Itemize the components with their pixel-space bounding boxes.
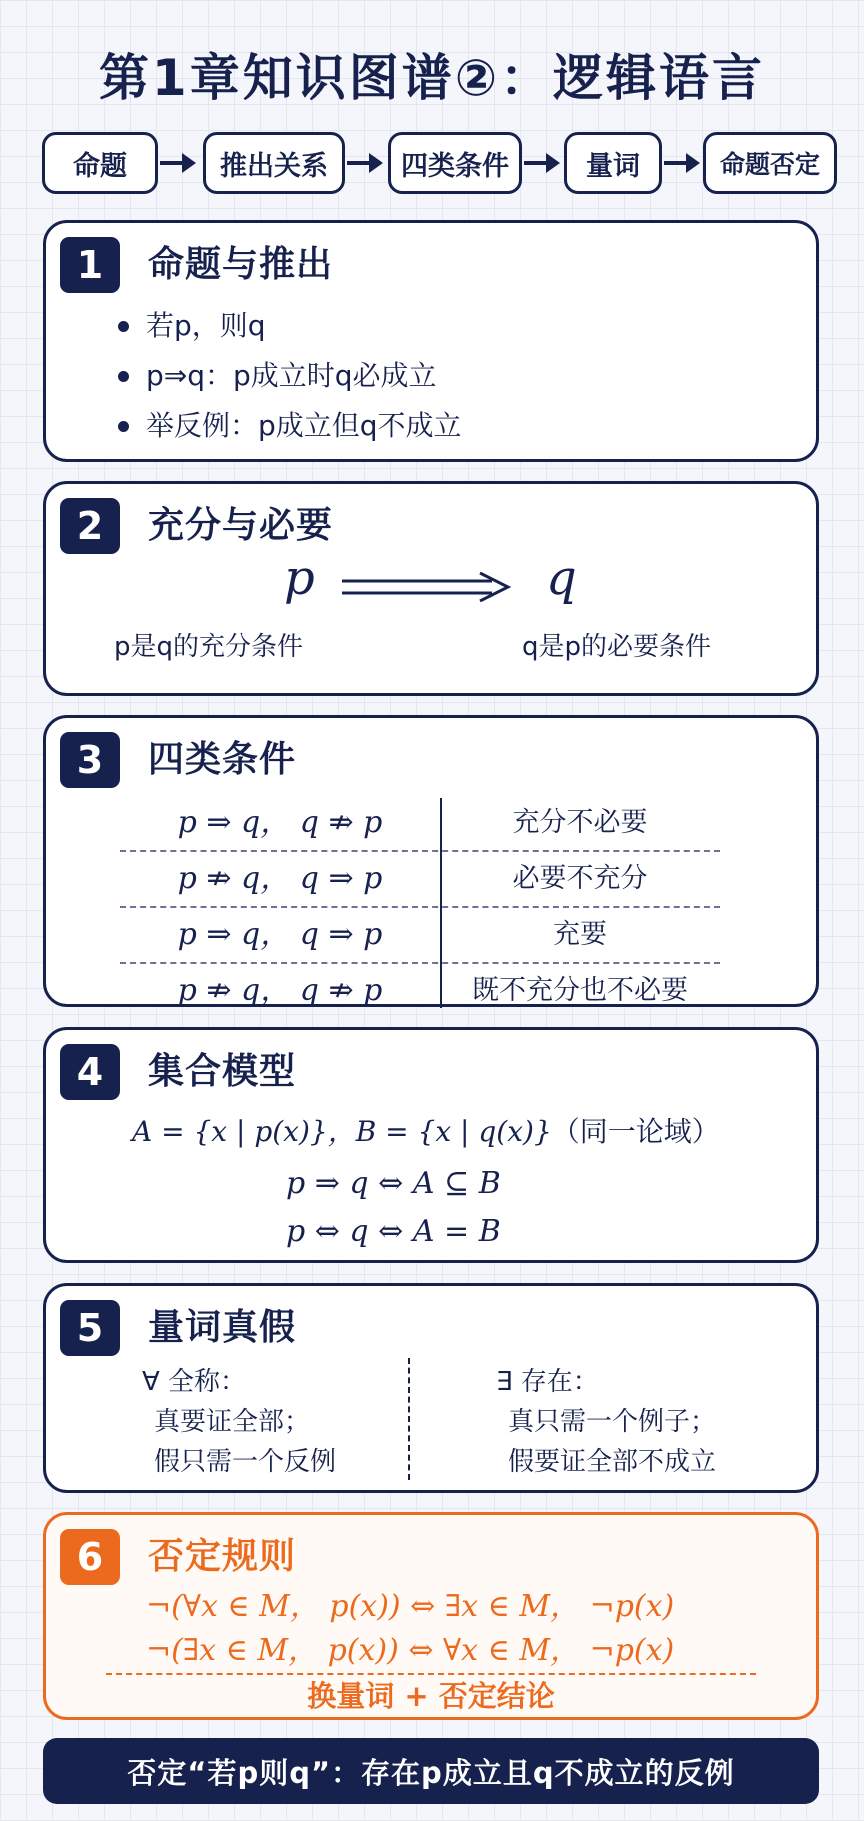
- existential-quantifier-block: [496, 1362, 716, 1482]
- page-title: 第1章知识图谱②：逻辑语言: [98, 49, 766, 107]
- set-definition-math: A = {x | p(x)}，B = {x | q(x)}: [132, 1115, 552, 1148]
- flow-step-implication: 推出关系: [203, 132, 345, 194]
- negation-summary: 换量词 + 否定结论: [307, 1679, 555, 1713]
- conditions-table: [120, 796, 720, 1018]
- arrow-right-icon: [347, 150, 383, 176]
- section-four-conditions: [43, 715, 819, 1007]
- section-number-badge: 2: [60, 498, 120, 554]
- condition-expression: p ⇒ q， q ⇏ p: [177, 805, 383, 840]
- table-row: [120, 908, 720, 964]
- section-title: 否定规则: [148, 1536, 297, 1577]
- variable-p: p: [284, 550, 315, 606]
- section-title: 四类条件: [148, 739, 297, 780]
- arrow-right-icon: [160, 150, 196, 176]
- section-title: 命题与推出: [148, 244, 334, 285]
- negation-rule-universal: ¬(∀x ∈ M， p(x)) ⇔ ∃x ∈ M， ¬p(x): [146, 1589, 675, 1624]
- section-title: 集合模型: [148, 1051, 297, 1092]
- set-definition: [132, 1110, 720, 1154]
- existential-true-rule: 真只需一个例子；: [508, 1407, 717, 1437]
- flow-chart: [0, 130, 864, 200]
- table-row: [120, 964, 720, 1018]
- flow-step-quantifier: 量词: [564, 132, 662, 194]
- section-negation-rules: [43, 1512, 819, 1720]
- universal-false-rule: 假只需一个反例: [154, 1447, 337, 1477]
- column-divider: [408, 1358, 410, 1480]
- condition-expression: p ⇏ q， q ⇒ p: [177, 861, 383, 896]
- arrow-right-icon: [524, 150, 560, 176]
- subset-equivalence: p ⇒ q ⇔ A ⊆ B: [286, 1166, 501, 1201]
- list-item: 举反例：p成立但q不成立: [118, 401, 462, 451]
- set-definition-note: （同一论域）: [551, 1115, 720, 1148]
- footer-banner: 否定“若p则q”：存在p成立且q不成立的反例: [43, 1738, 819, 1804]
- variable-q: q: [546, 550, 577, 606]
- condition-label: 充分不必要: [512, 807, 648, 838]
- sufficient-caption: p是q的充分条件: [114, 632, 304, 662]
- table-row: [120, 852, 720, 908]
- section-quantifiers: [43, 1283, 819, 1493]
- flow-step-conditions: 四类条件: [388, 132, 522, 194]
- universal-true-rule: 真要证全部；: [154, 1407, 311, 1437]
- table-row: [120, 796, 720, 852]
- universal-heading: ∀ 全称：: [142, 1367, 247, 1397]
- bullet-list: [118, 301, 462, 451]
- section-title: 充分与必要: [148, 505, 334, 546]
- arrow-right-icon: [664, 150, 700, 176]
- double-arrow-icon: [342, 572, 512, 602]
- section-title: 量词真假: [148, 1307, 297, 1348]
- section-proposition: [43, 220, 819, 462]
- existential-false-rule: 假要证全部不成立: [508, 1447, 717, 1477]
- section-number-badge: 5: [60, 1300, 120, 1356]
- existential-heading: ∃ 存在：: [496, 1367, 599, 1397]
- condition-expression: p ⇒ q， q ⇒ p: [177, 917, 383, 952]
- section-sufficient-necessary: [43, 481, 819, 696]
- section-set-model: [43, 1027, 819, 1263]
- list-item: p⇒q：p成立时q必成立: [118, 351, 462, 401]
- section-number-badge: 1: [60, 237, 120, 293]
- universal-quantifier-block: [142, 1362, 336, 1482]
- flow-step-proposition: 命题: [42, 132, 158, 194]
- negation-rule-existential: ¬(∃x ∈ M， p(x)) ⇔ ∀x ∈ M， ¬p(x): [146, 1633, 675, 1668]
- condition-label: 既不充分也不必要: [472, 975, 688, 1006]
- condition-expression: p ⇏ q， q ⇏ p: [177, 973, 383, 1008]
- necessary-caption: q是p的必要条件: [522, 632, 712, 662]
- list-item: 若p，则q: [118, 301, 462, 351]
- equal-equivalence: p ⇔ q ⇔ A = B: [286, 1214, 501, 1249]
- section-number-badge: 4: [60, 1044, 120, 1100]
- flow-step-negation: 命题否定: [703, 132, 837, 194]
- section-number-badge: 3: [60, 732, 120, 788]
- section-number-badge: 6: [60, 1529, 120, 1585]
- condition-label: 充要: [553, 919, 607, 950]
- condition-label: 必要不充分: [512, 863, 648, 894]
